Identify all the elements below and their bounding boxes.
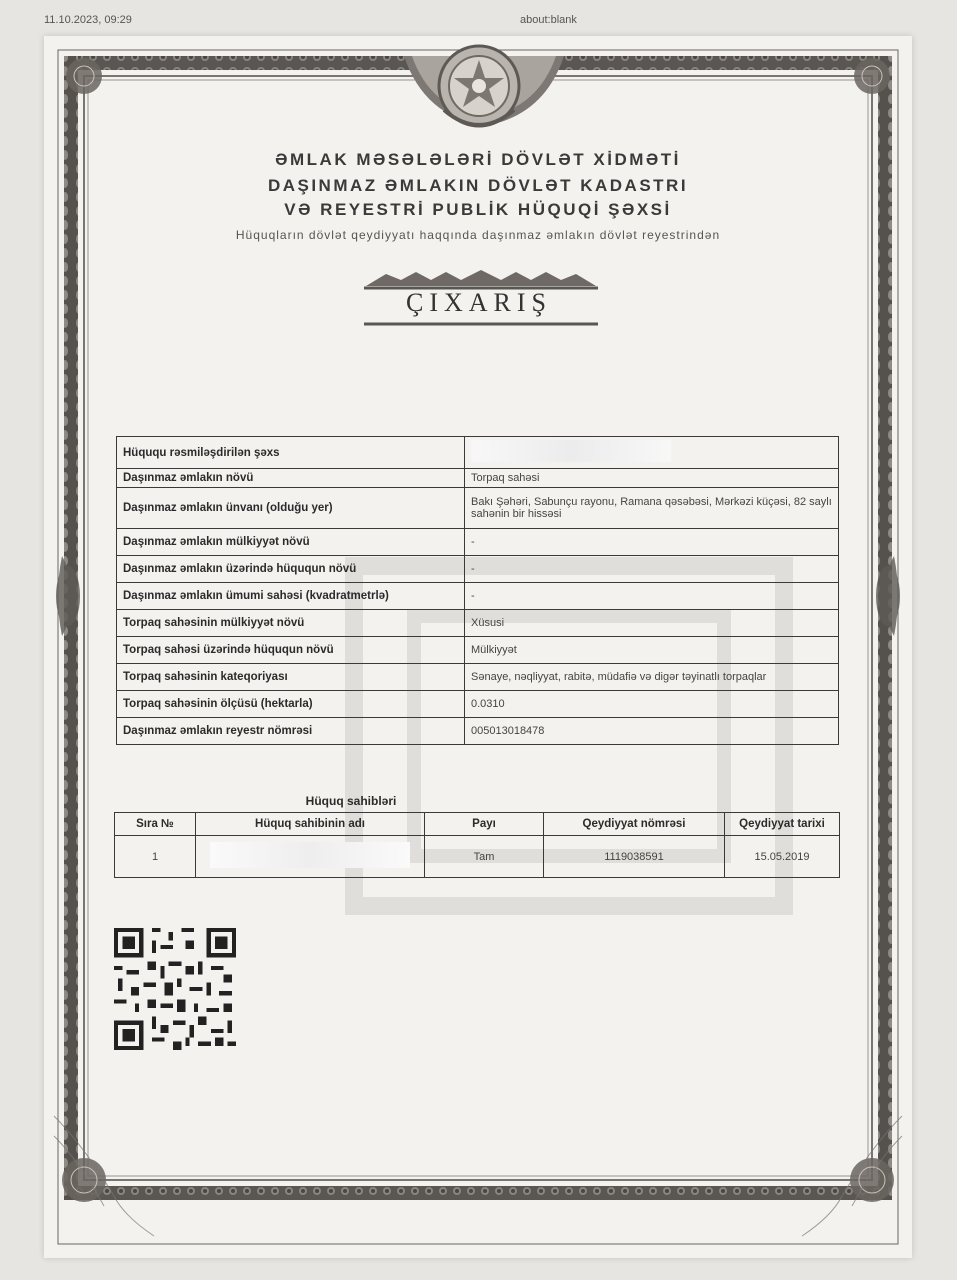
table-row <box>117 718 839 745</box>
row-value: Torpaq sahəsi <box>465 469 839 488</box>
table-row <box>117 637 839 664</box>
table-row <box>117 556 839 583</box>
row-label: Torpaq sahəsinin kateqoriyası <box>117 664 465 691</box>
table-row <box>117 691 839 718</box>
table-row <box>117 664 839 691</box>
org-title-line1: ƏMLAK MƏSƏLƏLƏRİ DÖVLƏT XİDMƏTİ <box>275 150 681 169</box>
row-value: 0.0310 <box>465 691 839 718</box>
row-label: Daşınmaz əmlakın mülkiyyət növü <box>117 529 465 556</box>
org-title-line3: VƏ REYESTRİ PUBLİK HÜQUQİ ŞƏXSİ <box>284 200 672 219</box>
row-label: Daşınmaz əmlakın üzərində hüququn növü <box>117 556 465 583</box>
document-subtitle: Hüquqların dövlət qeydiyyatı haqqında daşınmaz əmlakın dövlət reyestrindən <box>235 228 721 242</box>
row-value: Sənaye, nəqliyyat, rabitə, müdafiə və digər təyinatlı torpaqlar <box>465 664 839 691</box>
row-label: Daşınmaz əmlakın ümumi sahəsi (kvadratmetrlə) <box>117 583 465 610</box>
row-value: - <box>465 583 839 610</box>
row-label: Torpaq sahəsinin mülkiyyət növü <box>117 610 465 637</box>
print-timestamp: 11.10.2023, 09:29 <box>44 14 132 26</box>
redaction-mark <box>210 842 410 868</box>
row-value: Xüsusi <box>465 610 839 637</box>
property-info-table <box>116 436 839 745</box>
state-emblem-icon <box>424 40 534 140</box>
row-value: Mülkiyyət <box>465 637 839 664</box>
qr-code-icon <box>114 928 236 1050</box>
row-label: Torpaq sahəsi üzərində hüququn növü <box>117 637 465 664</box>
owner-number: 1 <box>115 836 196 878</box>
column-header: Qeydiyyat nömrəsi <box>544 813 725 836</box>
table-row <box>117 610 839 637</box>
row-value: 005013018478 <box>465 718 839 745</box>
org-title-line2: DAŞINMAZ ƏMLAKIN DÖVLƏT KADASTRI <box>267 176 689 195</box>
row-label: Torpaq sahəsinin ölçüsü (hektarla) <box>117 691 465 718</box>
print-header <box>0 14 957 30</box>
owners-table <box>114 812 840 878</box>
certificate-page <box>44 36 912 1258</box>
owners-caption: Hüquq sahibləri <box>305 794 397 808</box>
column-header: Sıra № <box>115 813 196 836</box>
row-label: Hüququ rəsmiləşdirilən şəxs <box>117 437 465 469</box>
document-title: ÇIXARIŞ <box>405 288 552 317</box>
owners-header-row <box>115 813 840 836</box>
column-header: Hüquq sahibinin adı <box>196 813 425 836</box>
row-value: Bakı Şəhəri, Sabunçu rayonu, Ramana qəsəbəsi, Mərkəzi küçəsi, 82 saylı sahənin bir hissəsi <box>465 488 839 529</box>
row-value-redacted <box>465 437 839 469</box>
table-row <box>115 836 840 878</box>
table-row <box>117 583 839 610</box>
owner-share: Tam <box>425 836 544 878</box>
row-label: Daşınmaz əmlakın növü <box>117 469 465 488</box>
owner-name-redacted <box>196 836 425 878</box>
table-row <box>117 529 839 556</box>
column-header: Qeydiyyat tarixi <box>725 813 840 836</box>
row-label: Daşınmaz əmlakın ünvanı (olduğu yer) <box>117 488 465 529</box>
table-row <box>117 488 839 529</box>
table-row <box>117 469 839 488</box>
redaction-mark <box>471 440 671 462</box>
row-value: - <box>465 556 839 583</box>
owner-registration-number: 1119038591 <box>544 836 725 878</box>
row-value: - <box>465 529 839 556</box>
owner-registration-date: 15.05.2019 <box>725 836 840 878</box>
column-header: Payı <box>425 813 544 836</box>
row-label: Daşınmaz əmlakın reyestr nömrəsi <box>117 718 465 745</box>
print-url: about:blank <box>520 14 577 26</box>
table-row <box>117 437 839 469</box>
